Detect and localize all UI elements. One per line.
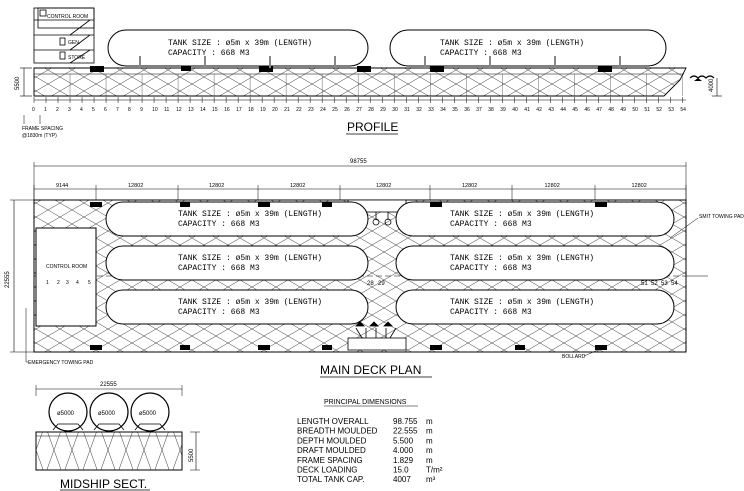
- principal-label: DRAFT MOULDED: [297, 446, 366, 456]
- midship-tank-dia: ø5000: [98, 411, 116, 417]
- frame-number: 24: [320, 107, 326, 113]
- principal-value: 22.555: [393, 426, 418, 436]
- frame-ruler: [32, 97, 686, 113]
- profile-draft-dim: 4000: [709, 78, 715, 92]
- frame-spacing-value: @1830m (TYP): [22, 133, 57, 139]
- principal-label: TOTAL TANK CAP.: [297, 475, 365, 485]
- deck-plan-title: MAIN DECK PLAN: [320, 363, 422, 377]
- bay-dim: 12802: [631, 183, 647, 189]
- frame-number: 14: [200, 107, 206, 113]
- profile-hull: [34, 68, 686, 96]
- waterline-icon: [690, 76, 714, 78]
- frame-51-label: 51: [641, 281, 648, 287]
- svg-text:3: 3: [66, 280, 69, 286]
- frame-number: 31: [404, 107, 410, 113]
- frame-number: 15: [212, 107, 218, 113]
- frame-number: 18: [248, 107, 254, 113]
- deck-plan-view: [5, 159, 744, 377]
- frame-number: 52: [656, 107, 662, 113]
- principal-label: LENGTH OVERALL: [297, 417, 369, 426]
- frame-number: 51: [644, 107, 650, 113]
- deckhouse-label-gen: GEN.: [68, 40, 81, 46]
- frame-number: 27: [356, 107, 362, 113]
- frame-number: 42: [536, 107, 542, 113]
- frame-number: 36: [464, 107, 470, 113]
- frame-number: 19: [260, 107, 266, 113]
- frame-number: 40: [512, 107, 518, 113]
- frame-number: 21: [284, 107, 290, 113]
- deck-tank: [106, 202, 368, 236]
- profile-height-dim: 5500: [15, 76, 21, 90]
- deck-tank: [396, 202, 674, 236]
- profile-tank-aft-size: TANK SIZE : ø5m x 39m (LENGTH): [168, 39, 313, 48]
- principal-unit: m³: [426, 475, 436, 485]
- emergency-towing-pad-label: EMERGENCY TOWING PAD: [28, 360, 94, 366]
- frame-number: 1: [44, 107, 47, 113]
- principal-unit: m: [426, 417, 433, 426]
- midship-tank-dia: ø5000: [57, 411, 75, 417]
- deck-tank-capacity: CAPACITY : 668 M3: [178, 264, 260, 273]
- frame-number: 28: [368, 107, 374, 113]
- bay-dim: 12802: [544, 183, 560, 189]
- profile-tank-fwd-capacity: CAPACITY : 668 M3: [440, 49, 522, 58]
- frame-number: 3: [68, 107, 71, 113]
- overall-length-dim: 98755: [350, 159, 367, 165]
- frame-number: 5: [92, 107, 95, 113]
- profile-title: PROFILE: [347, 120, 399, 134]
- frame-number: 41: [524, 107, 530, 113]
- bay-dim: 12802: [209, 183, 225, 189]
- deck-tank: [106, 290, 368, 324]
- frame-number: 9: [140, 107, 143, 113]
- frame-number: 26: [344, 107, 350, 113]
- svg-text:5: 5: [88, 280, 91, 286]
- midship-height-dim: 5500: [189, 448, 195, 462]
- svg-text:2: 2: [57, 280, 60, 286]
- frame-number: 8: [128, 107, 131, 113]
- frame-number: 33: [428, 107, 434, 113]
- frame-number: 35: [452, 107, 458, 113]
- frame-28-label: 28: [367, 281, 374, 287]
- frame-number: 30: [392, 107, 398, 113]
- principal-unit: m: [426, 436, 433, 446]
- midship-breadth-dim: 22555: [100, 382, 117, 388]
- frame-spacing-label: FRAME SPACING: [22, 126, 64, 132]
- frame-number: 10: [152, 107, 158, 113]
- frame-number: 6: [104, 107, 107, 113]
- frame-number: 16: [224, 107, 230, 113]
- principal-value: 98.755: [393, 417, 418, 426]
- profile-view: [15, 8, 722, 139]
- frame-number: 7: [116, 107, 119, 113]
- frame-spacing-note: [22, 115, 63, 139]
- frame-number: 49: [620, 107, 626, 113]
- frame-number: 54: [680, 107, 686, 113]
- principal-unit: m: [426, 455, 433, 465]
- profile-tank-fwd: [390, 30, 666, 66]
- frame-number: 25: [332, 107, 338, 113]
- frame-number: 46: [584, 107, 590, 113]
- deck-tank-size: TANK SIZE : ø5m x 39m (LENGTH): [450, 298, 595, 307]
- principal-label: DEPTH MOULDED: [297, 436, 367, 446]
- deck-tank-capacity: CAPACITY : 668 M3: [450, 264, 532, 273]
- frame-number: 29: [380, 107, 386, 113]
- deck-tank: [396, 290, 674, 324]
- bollard-label: BOLLARD: [562, 354, 586, 360]
- bay-dim: 12802: [290, 183, 306, 189]
- deck-tank: [396, 246, 674, 280]
- deck-tank-capacity: CAPACITY : 668 M3: [178, 220, 260, 229]
- control-room: [36, 228, 96, 326]
- bay-dim: 12802: [128, 183, 144, 189]
- frame-number: 50: [632, 107, 638, 113]
- deck-tank-size: TANK SIZE : ø5m x 39m (LENGTH): [450, 210, 595, 219]
- principal-label: DECK LOADING: [297, 465, 358, 475]
- deck-tank-capacity: CAPACITY : 668 M3: [178, 308, 260, 317]
- svg-text:4: 4: [76, 280, 79, 286]
- deck-tank: [106, 246, 368, 280]
- control-room-label: CONTROL ROOM: [46, 264, 88, 270]
- principal-rows: [297, 417, 443, 484]
- midship-title: MIDSHIP SECT.: [60, 477, 148, 491]
- frame-number: 20: [272, 107, 278, 113]
- frame-number: 13: [188, 107, 194, 113]
- deck-tank-size: TANK SIZE : ø5m x 39m (LENGTH): [178, 298, 323, 307]
- principal-unit: T/m²: [426, 465, 443, 475]
- deck-tank-size: TANK SIZE : ø5m x 39m (LENGTH): [178, 210, 323, 219]
- bay-dimensions: [34, 183, 686, 200]
- midship-tanks: [49, 393, 169, 431]
- frame-number: 37: [476, 107, 482, 113]
- frame-29-label: 29: [378, 281, 385, 287]
- deck-tank-size: TANK SIZE : ø5m x 39m (LENGTH): [178, 254, 323, 263]
- deck-tank-size: TANK SIZE : ø5m x 39m (LENGTH): [450, 254, 595, 263]
- principal-value: 4.000: [393, 446, 414, 456]
- frame-53-label: 53: [661, 281, 668, 287]
- midship-tank-dia: ø5000: [139, 411, 157, 417]
- frame-number: 34: [440, 107, 446, 113]
- frame-number: 38: [488, 107, 494, 113]
- frame-52-label: 52: [651, 281, 658, 287]
- frame-number: 47: [596, 107, 602, 113]
- deckhouse-label-store: STORE: [68, 55, 86, 61]
- frame-number: 17: [236, 107, 242, 113]
- midship-hull: [36, 432, 182, 470]
- principal-title: PRINCIPAL DIMENSIONS: [324, 399, 407, 406]
- breadth-dim: 22555: [5, 271, 11, 288]
- principal-dimensions: [297, 399, 443, 484]
- frame-number: 11: [164, 107, 170, 113]
- profile-tank-aft: [108, 30, 368, 66]
- frame-number: 12: [176, 107, 182, 113]
- deck-tank-capacity: CAPACITY : 668 M3: [450, 220, 532, 229]
- principal-unit: m: [426, 426, 433, 436]
- principal-value: 15.0: [393, 465, 409, 475]
- frame-number: 22: [296, 107, 302, 113]
- frame-number: 44: [560, 107, 566, 113]
- frame-number: 23: [308, 107, 314, 113]
- svg-text:1: 1: [46, 280, 49, 286]
- frame-54-label: 54: [671, 281, 678, 287]
- deckhouse-label-control: CONTROL ROOM: [47, 14, 89, 20]
- frame-number: 4: [80, 107, 83, 113]
- principal-unit: m: [426, 446, 433, 456]
- bay-dim: 12802: [462, 183, 478, 189]
- principal-value: 5.500: [393, 436, 414, 446]
- midship-section: [36, 382, 200, 491]
- frame-number: 0: [32, 107, 35, 113]
- frame-number: 32: [416, 107, 422, 113]
- frame-number: 45: [572, 107, 578, 113]
- frame-number: 43: [548, 107, 554, 113]
- frame-number: 53: [668, 107, 674, 113]
- deck-tank-capacity: CAPACITY : 668 M3: [450, 308, 532, 317]
- profile-tank-aft-capacity: CAPACITY : 668 M3: [168, 49, 250, 58]
- frame-number: 39: [500, 107, 506, 113]
- bay-dim: 12802: [376, 183, 392, 189]
- principal-label: BREADTH MOULDED: [297, 426, 378, 436]
- bay-dim: 9144: [56, 183, 69, 189]
- frame-number: 2: [56, 107, 59, 113]
- frame-number: 48: [608, 107, 614, 113]
- principal-label: FRAME SPACING: [297, 455, 363, 465]
- smit-towing-pad-label: SMIT TOWING PAD: [699, 214, 744, 220]
- profile-tank-fwd-size: TANK SIZE : ø5m x 39m (LENGTH): [440, 39, 585, 48]
- principal-value: 1.829: [393, 455, 414, 465]
- principal-value: 4007: [393, 475, 411, 485]
